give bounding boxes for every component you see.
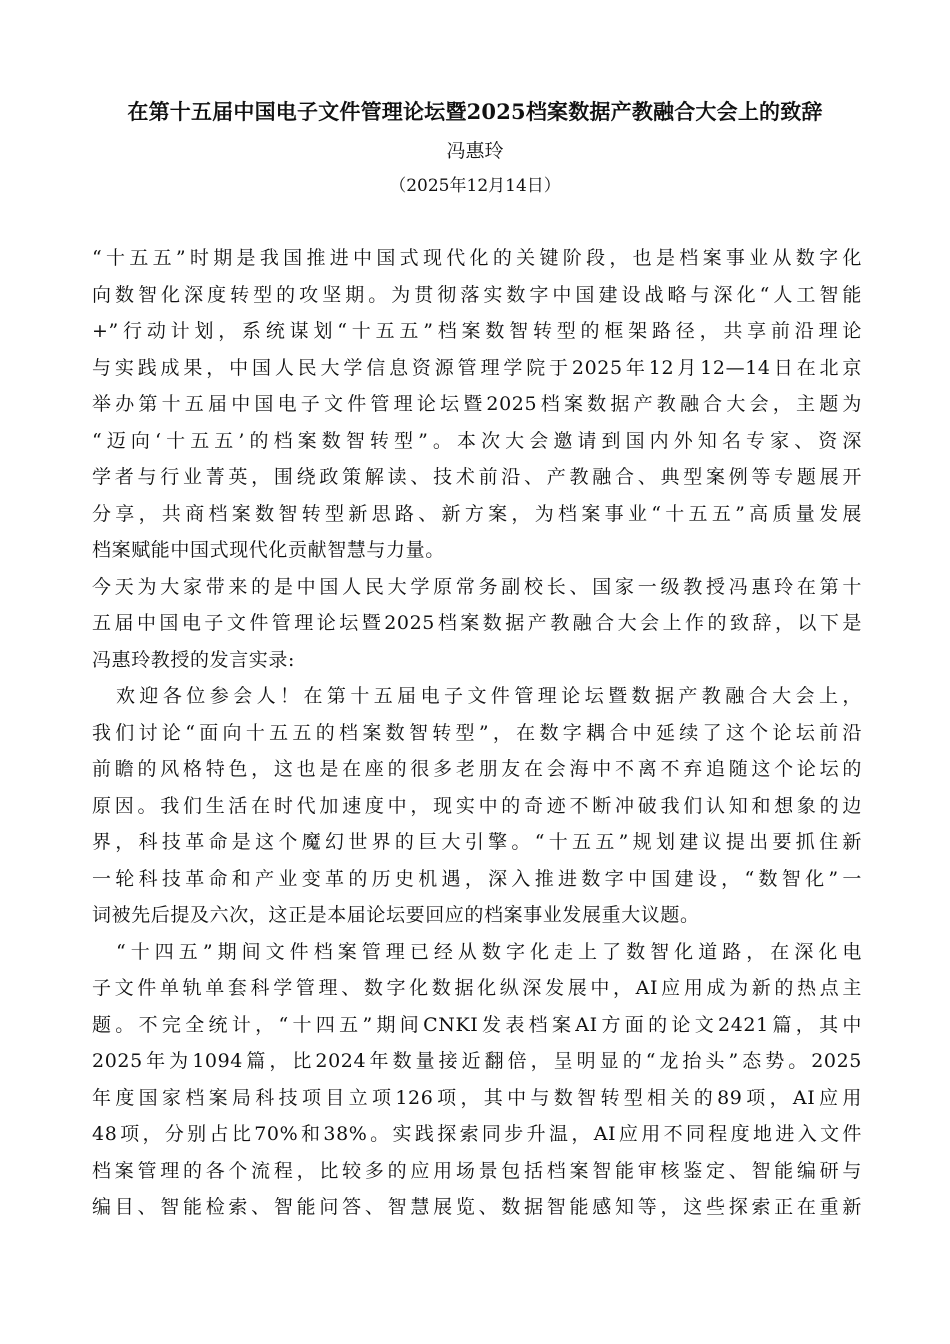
body-line: 词被先后提及六次，这正是本届论坛要回应的档案事业发展重大议题。: [92, 904, 700, 926]
body-line: 48项，分别占比70%和38%。实践探索同步升温，AI应用不同程度地进入文件: [92, 1123, 862, 1145]
speech-body: [92, 240, 862, 1226]
body-line: 与实践成果，中国人民大学信息资源管理学院于2025年12月12—14日在北京: [92, 356, 862, 379]
body-line: 一轮科技革命和产业变革的历史机遇，深入推进数字中国建设，“数智化”一: [92, 867, 862, 890]
body-line: 前瞻的风格特色，这也是在座的很多老朋友在会海中不离不弃追随这个论坛的: [92, 758, 862, 780]
body-line: 学者与行业菁英，围绕政策解读、技术前沿、产教融合、典型案例等专题展开: [92, 466, 862, 488]
body-line: 冯惠玲教授的发言实录:: [92, 648, 296, 671]
author-name: 冯惠玲: [446, 140, 504, 162]
body-line: 题。不完全统计，“十四五”期间CNKI发表档案AI方面的论文2421篇，其中: [92, 1013, 862, 1036]
body-line: 今天为大家带来的是中国人民大学原常务副校长、国家一级教授冯惠玲在第十: [92, 575, 862, 598]
document-title: 在第十五届中国电子文件管理论坛暨2025档案数据产教融合大会上的致辞: [127, 99, 823, 124]
body-line: +”行动计划，系统谋划“十五五”档案数智转型的框架路径，共享前沿理论: [92, 320, 862, 342]
body-line: “十五五”时期是我国推进中国式现代化的关键阶段，也是档案事业从数字化: [92, 247, 862, 269]
body-line: 子文件单轨单套科学管理、数字化数据化纵深发展中，AI应用成为新的热点主: [92, 977, 862, 999]
body-line: “十四五”期间文件档案管理已经从数字化走上了数智化道路，在深化电: [116, 940, 862, 963]
body-line: 原因。我们生活在时代加速度中，现实中的奇迹不断冲破我们认知和想象的边: [92, 794, 862, 817]
body-line: 我们讨论“面向十五五的档案数智转型”，在数字耦合中延续了这个论坛前沿: [92, 721, 862, 744]
body-line: 编目、智能检索、智能问答、智慧展览、数据智能感知等，这些探索正在重新: [92, 1196, 862, 1218]
body-line: 欢迎各位参会人！在第十五届电子文件管理论坛暨数据产教融合大会上，: [116, 685, 862, 707]
body-line: 分享，共商档案数智转型新思路、新方案，为档案事业“十五五”高质量发展: [92, 502, 862, 525]
body-line: 2025年为1094篇，比2024年数量接近翻倍，呈明显的“龙抬头”态势。2025: [92, 1050, 862, 1072]
body-line: 年度国家档案局科技项目立项126项，其中与数智转型相关的89项，AI应用: [92, 1086, 862, 1109]
speech-date: （2025年12月14日）: [389, 176, 561, 196]
body-line: 向数智化深度转型的攻坚期。为贯彻落实数字中国建设战略与深化“人工智能: [92, 283, 862, 306]
body-line: 五届中国电子文件管理论坛暨2025档案数据产教融合大会上作的致辞，以下是: [92, 612, 862, 634]
body-line: 档案赋能中国式现代化贡献智慧与力量。: [92, 539, 445, 561]
body-line: 档案管理的各个流程，比较多的应用场景包括档案智能审核鉴定、智能编研与: [92, 1159, 862, 1182]
body-line: 举办第十五届中国电子文件管理论坛暨2025档案数据产教融合大会，主题为: [92, 393, 862, 415]
body-line: “迈向‘十五五’的档案数智转型”。本次大会邀请到国内外知名专家、资深: [92, 429, 862, 452]
body-line: 界，科技革命是这个魔幻世界的巨大引擎。“十五五”规划建议提出要抓住新: [92, 831, 862, 853]
